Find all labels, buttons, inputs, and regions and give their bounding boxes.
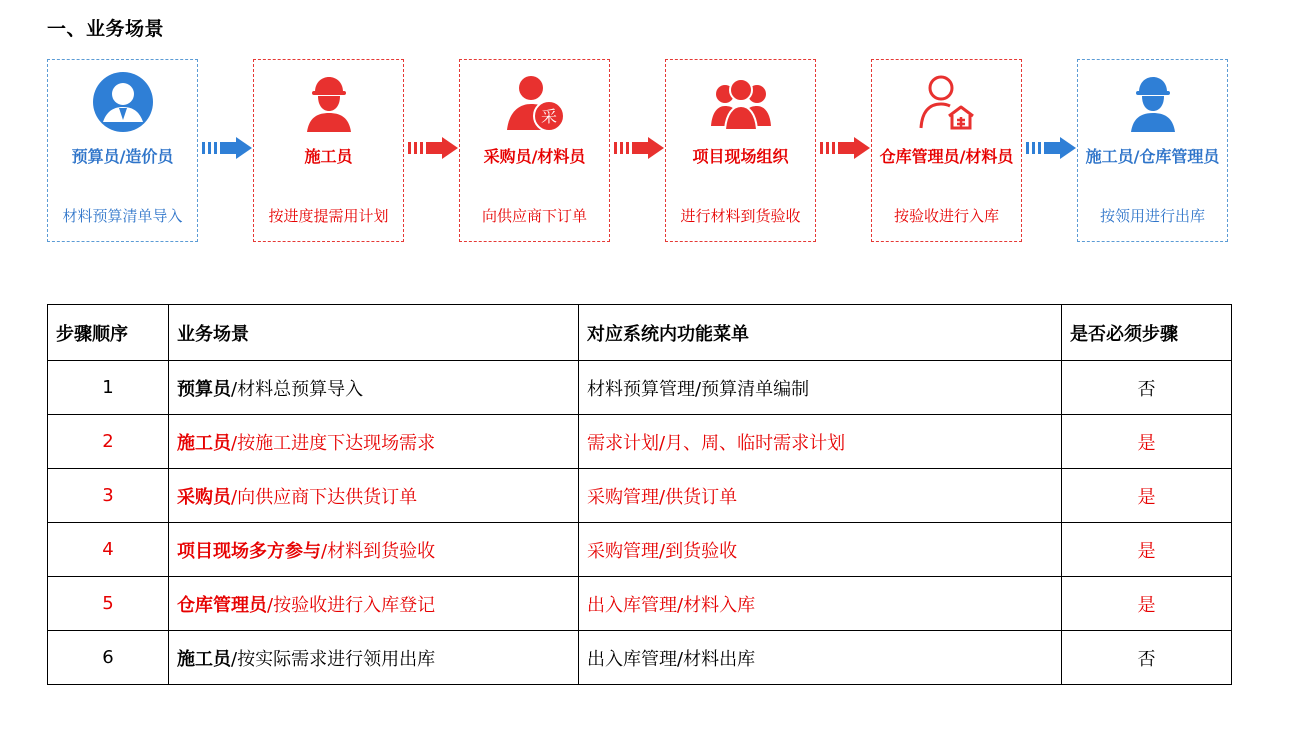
required-cell: 否 — [1062, 361, 1232, 415]
purchaser-icon — [503, 70, 567, 134]
flow-role: 采购员/材料员 — [483, 147, 586, 166]
required-cell: 是 — [1062, 577, 1232, 631]
scene-role: 预算员 — [177, 378, 231, 400]
col-header-step: 步骤顺序 — [48, 305, 169, 361]
required-cell: 否 — [1062, 631, 1232, 685]
menu-cell: 需求计划/月、周、临时需求计划 — [579, 415, 1062, 469]
menu-cell: 出入库管理/材料入库 — [579, 577, 1062, 631]
warehouse-user-icon — [915, 70, 979, 134]
scene-cell — [169, 523, 579, 577]
steps-table — [47, 304, 1232, 685]
flow-role: 施工员/仓库管理员 — [1085, 147, 1220, 166]
scene-text: /材料总预算导入 — [231, 378, 364, 400]
scene-cell — [169, 415, 579, 469]
scene-role: 施工员 — [177, 432, 231, 454]
col-header-required: 是否必须步骤 — [1062, 305, 1232, 361]
required-cell: 是 — [1062, 523, 1232, 577]
scene-cell — [169, 469, 579, 523]
flow-desc: 进行材料到货验收 — [680, 207, 801, 225]
menu-cell: 采购管理/到货验收 — [579, 523, 1062, 577]
step-number: 1 — [48, 361, 169, 415]
table-row — [48, 361, 1232, 415]
flow-role: 预算员/造价员 — [71, 147, 174, 166]
scene-role: 施工员 — [177, 648, 231, 670]
flow-role: 仓库管理员/材料员 — [879, 147, 1014, 166]
scene-text: /材料到货验收 — [321, 540, 436, 562]
table-row — [48, 415, 1232, 469]
scene-cell — [169, 631, 579, 685]
worker-helmet-icon — [297, 70, 361, 134]
arrow-right-icon — [200, 137, 254, 159]
menu-cell: 出入库管理/材料出库 — [579, 631, 1062, 685]
flow-card-warehouse — [871, 59, 1022, 242]
step-number: 4 — [48, 523, 169, 577]
flow-desc: 按进度提需用计划 — [268, 207, 389, 225]
scene-role: 项目现场多方参与 — [177, 540, 321, 562]
arrow-right-icon — [406, 137, 460, 159]
table-row — [48, 577, 1232, 631]
required-cell: 是 — [1062, 469, 1232, 523]
user-circle-icon — [91, 70, 155, 134]
arrow-right-icon — [818, 137, 872, 159]
scene-role: 仓库管理员 — [177, 594, 267, 616]
flow-card-budget — [47, 59, 198, 242]
step-number: 5 — [48, 577, 169, 631]
step-number: 3 — [48, 469, 169, 523]
menu-cell: 采购管理/供货订单 — [579, 469, 1062, 523]
col-header-menu: 对应系统内功能菜单 — [579, 305, 1062, 361]
table-row — [48, 631, 1232, 685]
section-title: 一、业务场景 — [47, 18, 165, 40]
table-row — [48, 469, 1232, 523]
flow-card-construction — [253, 59, 404, 242]
svg-text:采: 采 — [540, 107, 557, 126]
scene-text: /按施工进度下达现场需求 — [231, 432, 436, 454]
table-header-row — [48, 305, 1232, 361]
menu-cell: 材料预算管理/预算清单编制 — [579, 361, 1062, 415]
scene-role: 采购员 — [177, 486, 231, 508]
scene-text: /向供应商下达供货订单 — [231, 486, 418, 508]
scene-cell — [169, 361, 579, 415]
scene-text: /按实际需求进行领用出库 — [231, 648, 436, 670]
arrow-right-icon — [612, 137, 666, 159]
worker-helmet-icon — [1121, 70, 1185, 134]
flow-desc: 向供应商下订单 — [481, 207, 587, 225]
table-row — [48, 523, 1232, 577]
flow-role: 项目现场组织 — [692, 147, 789, 166]
flow-card-issue — [1077, 59, 1228, 242]
flow-desc: 按领用进行出库 — [1099, 207, 1205, 225]
flow-card-purchaser — [459, 59, 610, 242]
required-cell: 是 — [1062, 415, 1232, 469]
flow-desc: 材料预算清单导入 — [62, 207, 183, 225]
flow-card-site-team — [665, 59, 816, 242]
scene-text: /按验收进行入库登记 — [267, 594, 436, 616]
flow-role: 施工员 — [304, 147, 353, 166]
scene-cell — [169, 577, 579, 631]
step-number: 2 — [48, 415, 169, 469]
col-header-scene: 业务场景 — [169, 305, 579, 361]
flow-desc: 按验收进行入库 — [893, 207, 999, 225]
group-icon — [709, 70, 773, 134]
arrow-right-icon — [1024, 137, 1078, 159]
step-number: 6 — [48, 631, 169, 685]
